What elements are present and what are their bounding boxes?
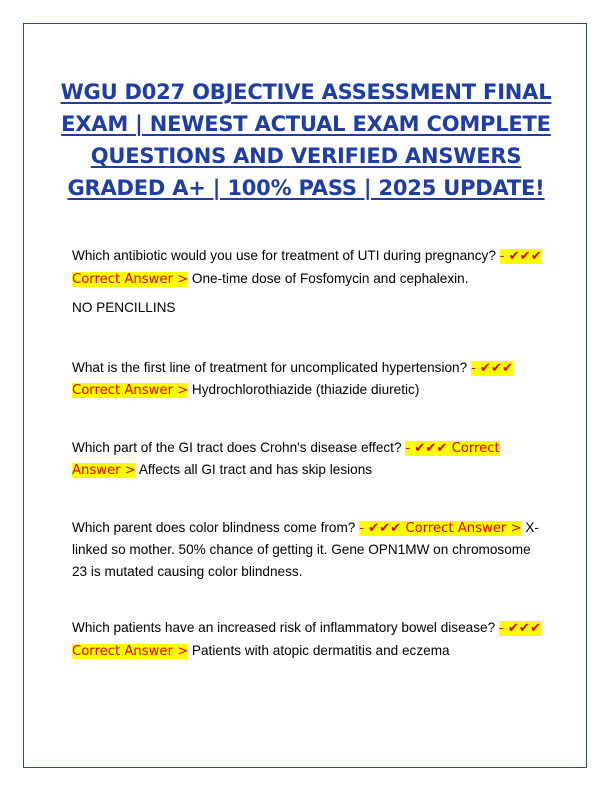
answer-text: Hydrochlorothiazide (thiazide diuretic) [191,382,420,397]
document-title: WGU D027 OBJECTIVE ASSESSMENT FINAL EXAM | NEWEST ACTUAL EXAM COMPLETE QUESTIONS AND VERIFIED ANSWERS GRADED A+ | 100% PASS | 2025 UPDATE! [60,80,552,200]
answer-text: Affects all GI tract and has skip lesions [138,462,373,477]
qa-item [72,245,542,290]
correct-answer-marker: - ✔✔✔ Correct Answer > [72,249,542,287]
question-text: Which parent does color blindness come from? [72,519,356,535]
qa-item [72,437,542,482]
qa-item [72,517,542,583]
answer-text: One-time dose of Fosfomycin and cephalexin. [191,270,469,286]
correct-answer-marker: - ✔✔✔ Correct Answer > [359,520,522,536]
correct-answer-marker: - ✔✔✔ Correct Answer > [72,440,500,478]
qa-item [72,357,542,402]
question-text: Which part of the GI tract does Crohn's disease effect? [72,439,402,455]
correct-answer-marker: - ✔✔✔ Correct Answer > [72,621,542,659]
answer-text: Patients with atopic dermatitis and eczema [191,642,450,658]
correct-answer-marker: - ✔✔✔ Correct Answer > [72,360,514,398]
question-text: What is the first line of treatment for uncomplicated hypertension? [72,359,468,375]
question-text: Which patients have an increased risk of inflammatory bowel disease? [72,620,496,635]
answer-note: NO PENCILLINS [72,300,176,315]
qa-list [72,245,542,662]
question-text: Which antibiotic would you use for treatment of UTI during pregnancy? [72,248,496,263]
qa-item [72,617,542,662]
answer-text: X-linked so mother. 50% chance of getting it. Gene OPN1MW on chromosome 23 is mutated causing color blindness. [72,519,539,579]
